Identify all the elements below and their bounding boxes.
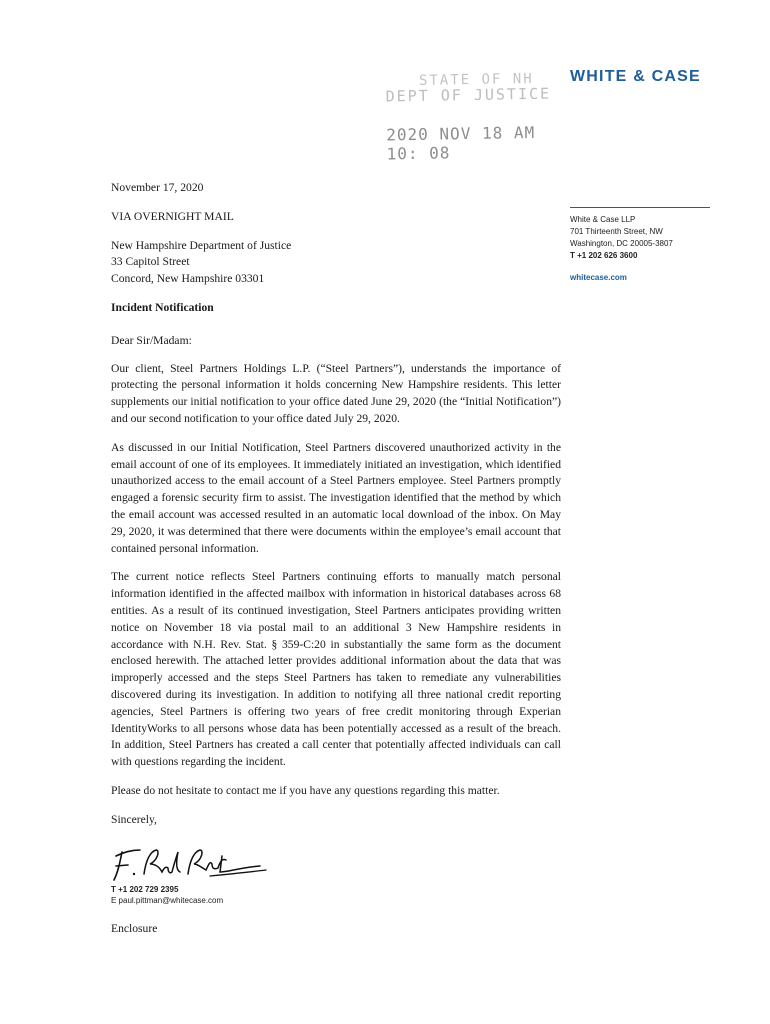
firm-address-block bbox=[570, 207, 710, 284]
paragraph-1: Our client, Steel Partners Holdings L.P. (“Steel Partners”), understands the importance of protecting the personal information it holds concerning New Hampshire residents. This letter supplements our initial notification to your office dated June 29, 2020 (the “Initial Notification”) and our second notification to your office dated July 29, 2020. bbox=[111, 361, 561, 425]
received-stamp bbox=[385, 71, 557, 164]
salutation: Dear Sir/Madam: bbox=[111, 333, 192, 347]
contact-email: E paul.pittman@whitecase.com bbox=[111, 896, 224, 905]
stamp-datetime: 2020 NOV 18 AM 10: 08 bbox=[386, 122, 536, 164]
firm-logo: WHITE & CASE bbox=[570, 68, 701, 85]
firm-phone: T +1 202 626 3600 bbox=[570, 251, 638, 260]
firm-name: White & Case LLP bbox=[570, 215, 636, 224]
recipient-line: New Hampshire Department of Justice bbox=[111, 238, 292, 252]
signature-image bbox=[110, 838, 270, 886]
stamp-dept: DEPT OF JUSTICE bbox=[385, 84, 552, 106]
paragraph-4: Please do not hesitate to contact me if you have any questions regarding this matter. bbox=[111, 783, 500, 797]
letter-body bbox=[111, 180, 561, 829]
recipient-line: 33 Capitol Street bbox=[111, 255, 190, 269]
paragraph-2: As discussed in our Initial Notification, Steel Partners discovered unauthorized activity in the email account of one of its employees. It immediately initiated an investigation, which identified unauthorized access to the email account of a Steel Partners employee. Steel Partners promptly engaged a forensic security firm to assist. The investigation identified that the method by which the email account was accessed resulted in an automatic local download of the inbox. On May 29, 2020, it was determined that there were documents within the employee’s email account that contained personal information. bbox=[111, 440, 561, 555]
firm-address-line1: 701 Thirteenth Street, NW bbox=[570, 227, 663, 236]
contact-phone: T +1 202 729 2395 bbox=[111, 885, 179, 894]
subject-line: Incident Notification bbox=[111, 300, 214, 314]
recipient-address bbox=[111, 238, 561, 288]
address-divider bbox=[570, 207, 710, 208]
stamp-state: STATE OF NH bbox=[418, 70, 534, 89]
closing: Sincerely, bbox=[111, 812, 157, 826]
delivery-method: VIA OVERNIGHT MAIL bbox=[111, 209, 234, 223]
enclosure-note: Enclosure bbox=[111, 922, 158, 935]
contact-block bbox=[111, 884, 223, 906]
letter-date: November 17, 2020 bbox=[111, 181, 204, 194]
firm-address-line2: Washington, DC 20005-3807 bbox=[570, 239, 673, 248]
recipient-line: Concord, New Hampshire 03301 bbox=[111, 272, 265, 286]
paragraph-3: The current notice reflects Steel Partners continuing efforts to manually match personal information identified in the affected mailbox with information in historical databases across 68 entities. As a result of its continued investigation, Steel Partners anticipates providing written notice on November 18 via postal mail to an additional 3 New Hampshire residents in accordance with N.H. Rev. Stat. § 359-C:20 in substantially the same form as the document enclosed herewith. The attached letter provides additional information about the data that was improperly accessed and the steps Steel Partners has taken to remediate any vulnerabilities discovered during its investigation. In addition to notifying all three national credit reporting agencies, Steel Partners is offering two years of free credit monitoring through Experian IdentityWorks to all persons whose data has been potentially accessed as a result of the breach. In addition, Steel Partners has created a call center that potentially affected individuals can call with questions regarding the incident. bbox=[111, 570, 561, 769]
firm-website: whitecase.com bbox=[570, 273, 627, 282]
